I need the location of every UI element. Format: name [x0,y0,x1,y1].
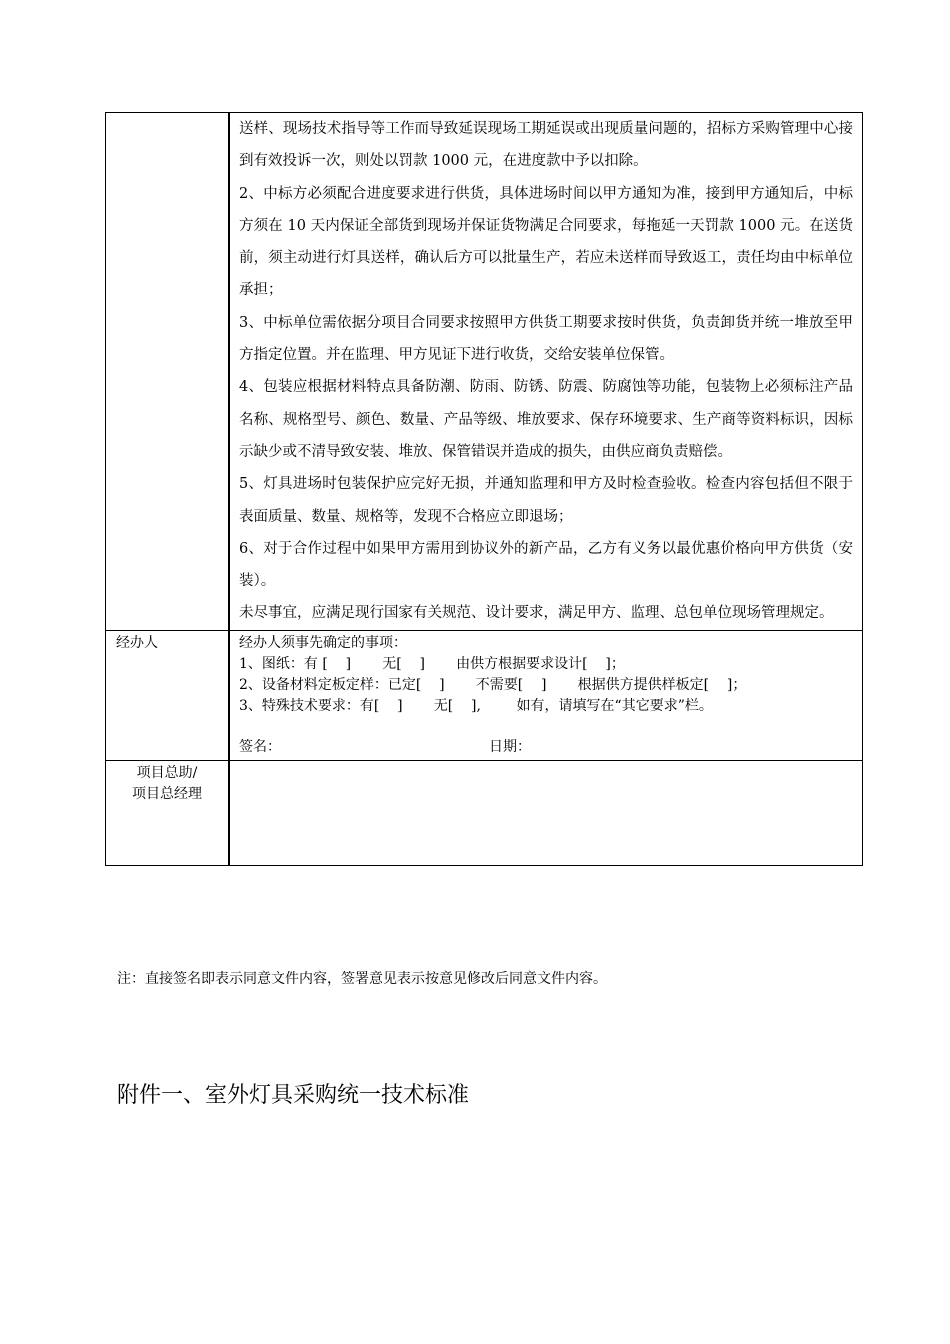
special-requirements-line: 3、特殊技术要求：有[ ] 无[ ], 如有，请填写在“其它要求”栏。 [239,697,713,714]
manager-label [106,761,228,805]
terms-paragraph: 3、中标单位需依据分项目合同要求按照甲方供货工期要求按时供货，负责卸货并统一堆放至甲方指定位置。并在监理、甲方见证下进行收货，交给安装单位保管。 [239,314,853,364]
appendix-title: 附件一、室外灯具采购统一技术标准 [117,1083,470,1108]
terms-paragraph: 未尽事宜，应满足现行国家有关规范、设计要求，满足甲方、监理、总包单位现场管理规定。 [239,605,834,622]
handler-cell [229,630,863,760]
terms-paragraph: 6、对于合作过程中如果甲方需用到协议外的新产品，乙方有义务以最优惠价格向甲方供货（安装）。 [239,540,853,590]
manager-label-cell [106,760,230,865]
terms-cell [229,113,863,631]
manager-row [106,760,863,865]
manager-label-line2: 项目总经理 [132,785,202,802]
sign-row [239,737,853,758]
footnote: 注：直接签名即表示同意文件内容，签署意见表示按意见修改后同意文件内容。 [117,971,607,987]
manager-sign-cell[interactable] [229,760,863,865]
date-label: 日期： [489,738,531,755]
sign-label: 签名： [239,738,281,755]
terms-paragraph: 4、包装应根据材料特点具备防潮、防雨、防锈、防震、防腐蚀等功能，包装物上必须标注产品名称、规格型号、颜色、数量、产品等级、堆放要求、保存环境要求、生产商等资料标识，因标示缺少或不清导致安装、堆放、保管错误并造成的损失，由供应商负责赔偿。 [239,379,853,460]
terms-paragraph: 送样、现场技术指导等工作而导致延误现场工期延误或出现质量问题的，招标方采购管理中心接到有效投诉一次，则处以罚款 1000 元，在进度款中予以扣除。 [239,121,853,170]
handler-row [106,630,863,760]
terms-label-cell [106,113,230,631]
terms-row [106,113,863,631]
sample-line: 2、设备材料定板定样：已定[ ] 不需要[ ] 根据供方提供样板定[ ]； [239,676,747,693]
handler-title: 经办人须事先确定的事项： [239,634,407,651]
handler-label: 经办人 [116,634,158,651]
handler-label-cell [106,630,230,760]
terms-paragraph: 2、中标方必须配合进度要求进行供货，具体进场时间以甲方通知为准，接到甲方通知后，中标方须在 10 天内保证全部货到现场并保证货物满足合同要求，每拖延一天罚款 1000 元。在送货前，须主动进行灯具送样，确认后方可以批量生产，若应未送样而导致返工，责任均由中标单位承担； [239,185,853,299]
approval-table [105,112,863,866]
spacer [239,717,853,737]
manager-label-line1: 项目总助/ [136,764,198,781]
terms-paragraph: 5、灯具进场时包装保护应完好无损，并通知监理和甲方及时检查验收。检查内容包括但不限于表面质量、数量、规格等，发现不合格应立即退场； [239,476,853,525]
drawings-line: 1、图纸：有 [ ] 无[ ] 由供方根据要求设计[ ]； [239,655,625,672]
